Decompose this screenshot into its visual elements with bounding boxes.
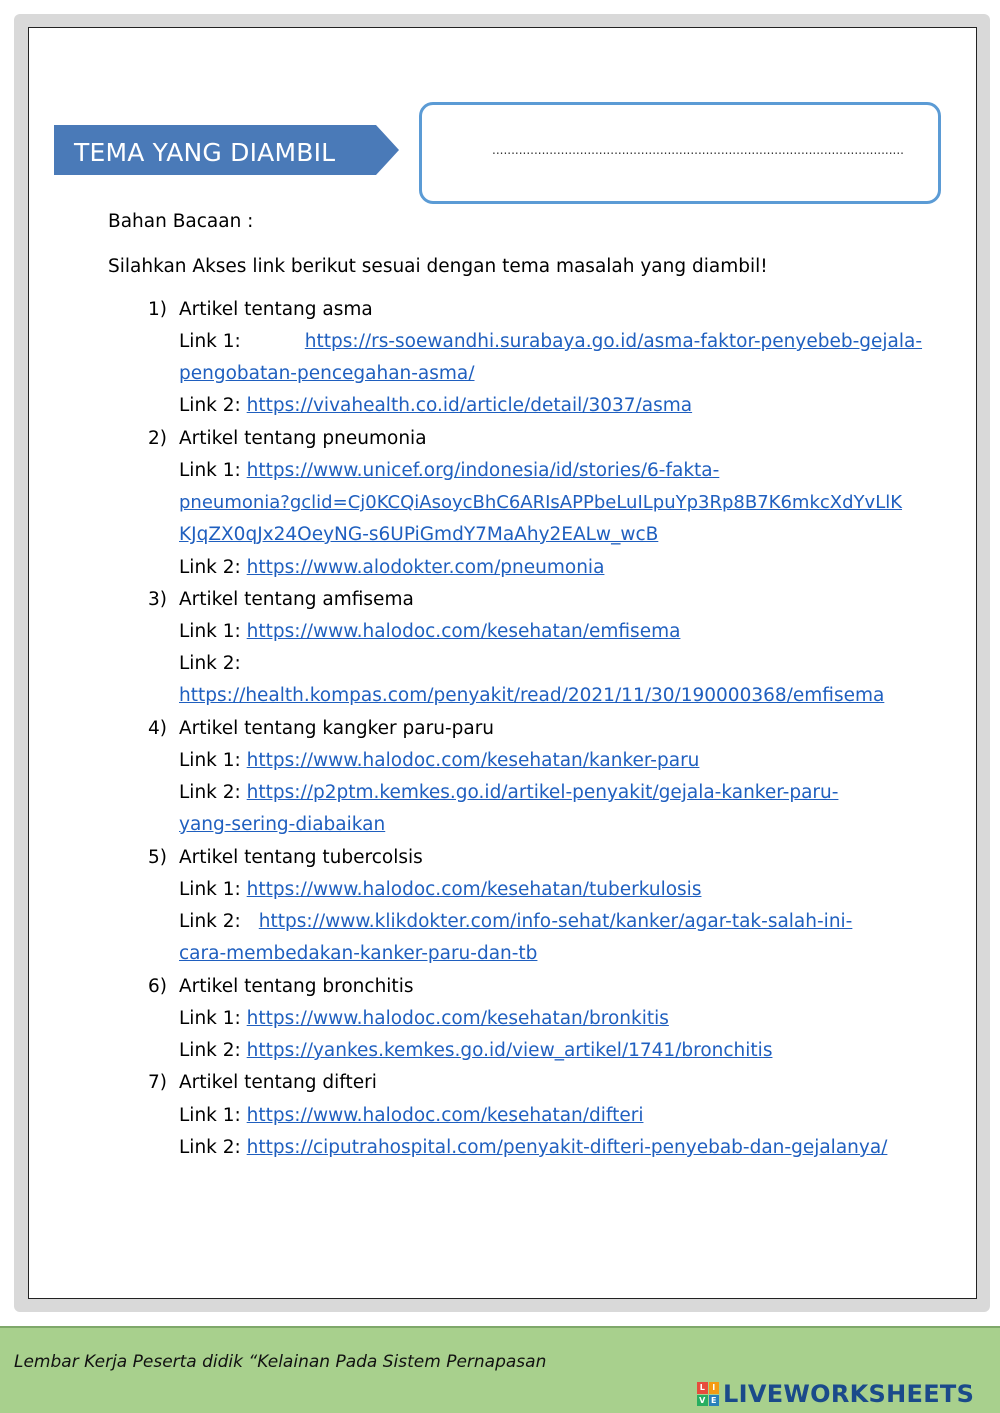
article-link[interactable]: https://www.halodoc.com/kesehatan/difteri: [246, 1105, 644, 1126]
link-label: Link 1:: [179, 621, 241, 642]
link-row: [179, 490, 902, 516]
link-row: [179, 619, 680, 645]
item-number: 7): [148, 1072, 167, 1093]
link-row: [179, 748, 699, 774]
article-item: [148, 845, 423, 871]
article-link[interactable]: https://www.alodokter.com/pneumonia: [246, 557, 605, 578]
badge-letter: V: [697, 1395, 708, 1407]
link-row: [179, 909, 852, 935]
item-title: Artikel tentang tubercolsis: [179, 847, 423, 868]
link-row: [179, 651, 241, 677]
article-link[interactable]: KJqZX0qJx24OeyNG-s6UPiGmdY7MaAhy2EALw_wcB: [179, 524, 659, 545]
article-link[interactable]: yang-sering-diabaikan: [179, 814, 386, 835]
theme-title: TEMA YANG DIAMBIL: [74, 138, 336, 167]
article-link[interactable]: https://www.halodoc.com/kesehatan/kanker-paru: [246, 750, 700, 771]
footer-caption: Lembar Kerja Peserta didik “Kelainan Pada Sistem Pernapasan: [14, 1352, 547, 1372]
item-number: 5): [148, 847, 167, 868]
article-link[interactable]: https://health.kompas.com/penyakit/read/2021/11/30/190000368/emfisema: [179, 685, 885, 706]
link-label: Link 2:: [179, 653, 241, 674]
item-number: 4): [148, 718, 167, 739]
article-item: [148, 297, 373, 323]
theme-answer-box[interactable]: [419, 102, 941, 204]
article-item: [148, 426, 427, 452]
badge-letter: E: [709, 1395, 720, 1407]
link-row: [179, 1038, 772, 1064]
link-row: [179, 458, 719, 484]
link-label: Link 2:: [179, 1040, 241, 1061]
article-link[interactable]: https://www.halodoc.com/kesehatan/tuberkulosis: [246, 879, 702, 900]
link-label: Link 2:: [179, 1137, 241, 1158]
article-link[interactable]: https://www.halodoc.com/kesehatan/emfisema: [246, 621, 681, 642]
link-label: Link 1:: [179, 331, 241, 352]
article-link[interactable]: https://www.klikdokter.com/info-sehat/kanker/agar-tak-salah-ini-: [258, 911, 853, 932]
link-label: Link 1:: [179, 460, 241, 481]
instruction-text: Silahkan Akses link berikut sesuai dengan tema masalah yang diambil!: [108, 256, 768, 277]
item-title: Artikel tentang amfisema: [179, 589, 414, 610]
article-item: [148, 716, 494, 742]
link-row: [179, 812, 385, 838]
badge-letter: L: [697, 1382, 708, 1394]
item-title: Artikel tentang difteri: [179, 1072, 377, 1093]
item-number: 3): [148, 589, 167, 610]
article-item: [148, 974, 413, 1000]
link-row: [179, 683, 884, 709]
article-link[interactable]: pneumonia?gclid=Cj0KCQiAsoycBhC6ARIsAPPbeLuILpuYp3Rp8B7K6mkcXdYvLlK: [179, 492, 903, 513]
article-link[interactable]: https://www.unicef.org/indonesia/id/stories/6-fakta-: [246, 460, 720, 481]
item-number: 1): [148, 299, 167, 320]
link-row: [179, 1103, 643, 1129]
link-label: Link 2:: [179, 395, 241, 416]
link-row: [179, 522, 658, 548]
link-row: [179, 1135, 887, 1161]
article-link[interactable]: https://yankes.kemkes.go.id/view_artikel/1741/bronchitis: [246, 1040, 773, 1061]
item-number: 6): [148, 976, 167, 997]
link-row: [179, 329, 922, 355]
link-label: Link 1:: [179, 750, 241, 771]
liveworksheets-badge-icon: [697, 1382, 719, 1406]
item-title: Artikel tentang bronchitis: [179, 976, 414, 997]
item-title: Artikel tentang pneumonia: [179, 428, 427, 449]
article-link[interactable]: https://rs-soewandhi.surabaya.go.id/asma-faktor-penyebeb-gejala-: [304, 331, 923, 352]
article-item: [148, 587, 414, 613]
badge-letter: I: [709, 1382, 720, 1394]
link-row: [179, 393, 692, 419]
article-link[interactable]: https://vivahealth.co.id/article/detail/3037/asma: [246, 395, 693, 416]
link-row: [179, 780, 838, 806]
liveworksheets-logo[interactable]: [697, 1380, 974, 1408]
item-number: 2): [148, 428, 167, 449]
link-label: Link 1:: [179, 1105, 241, 1126]
article-link[interactable]: pengobatan-pencegahan-asma/: [179, 363, 475, 384]
item-title: Artikel tentang kangker paru-paru: [179, 718, 495, 739]
link-row: [179, 877, 701, 903]
article-link[interactable]: https://ciputrahospital.com/penyakit-difteri-penyebab-dan-gejalanya/: [246, 1137, 888, 1158]
article-link[interactable]: https://www.halodoc.com/kesehatan/bronkitis: [246, 1008, 669, 1029]
article-link[interactable]: cara-membedakan-kanker-paru-dan-tb: [179, 943, 538, 964]
link-label: Link 2:: [179, 782, 241, 803]
link-label: Link 1:: [179, 879, 241, 900]
article-item: [148, 1070, 377, 1096]
footer-bar: [0, 1326, 1000, 1413]
answer-placeholder: ............................................................................................................: [492, 143, 904, 157]
article-link[interactable]: https://p2ptm.kemkes.go.id/artikel-penyakit/gejala-kanker-paru-: [246, 782, 839, 803]
link-label: Link 1:: [179, 1008, 241, 1029]
link-label: Link 2:: [179, 557, 241, 578]
liveworksheets-wordmark: LIVEWORKSHEETS: [723, 1380, 975, 1408]
link-row: [179, 361, 475, 387]
link-row: [179, 1006, 669, 1032]
link-label: Link 2:: [179, 911, 241, 932]
link-row: [179, 941, 537, 967]
link-row: [179, 555, 604, 581]
reading-material-label: Bahan Bacaan :: [108, 211, 254, 232]
item-title: Artikel tentang asma: [179, 299, 373, 320]
